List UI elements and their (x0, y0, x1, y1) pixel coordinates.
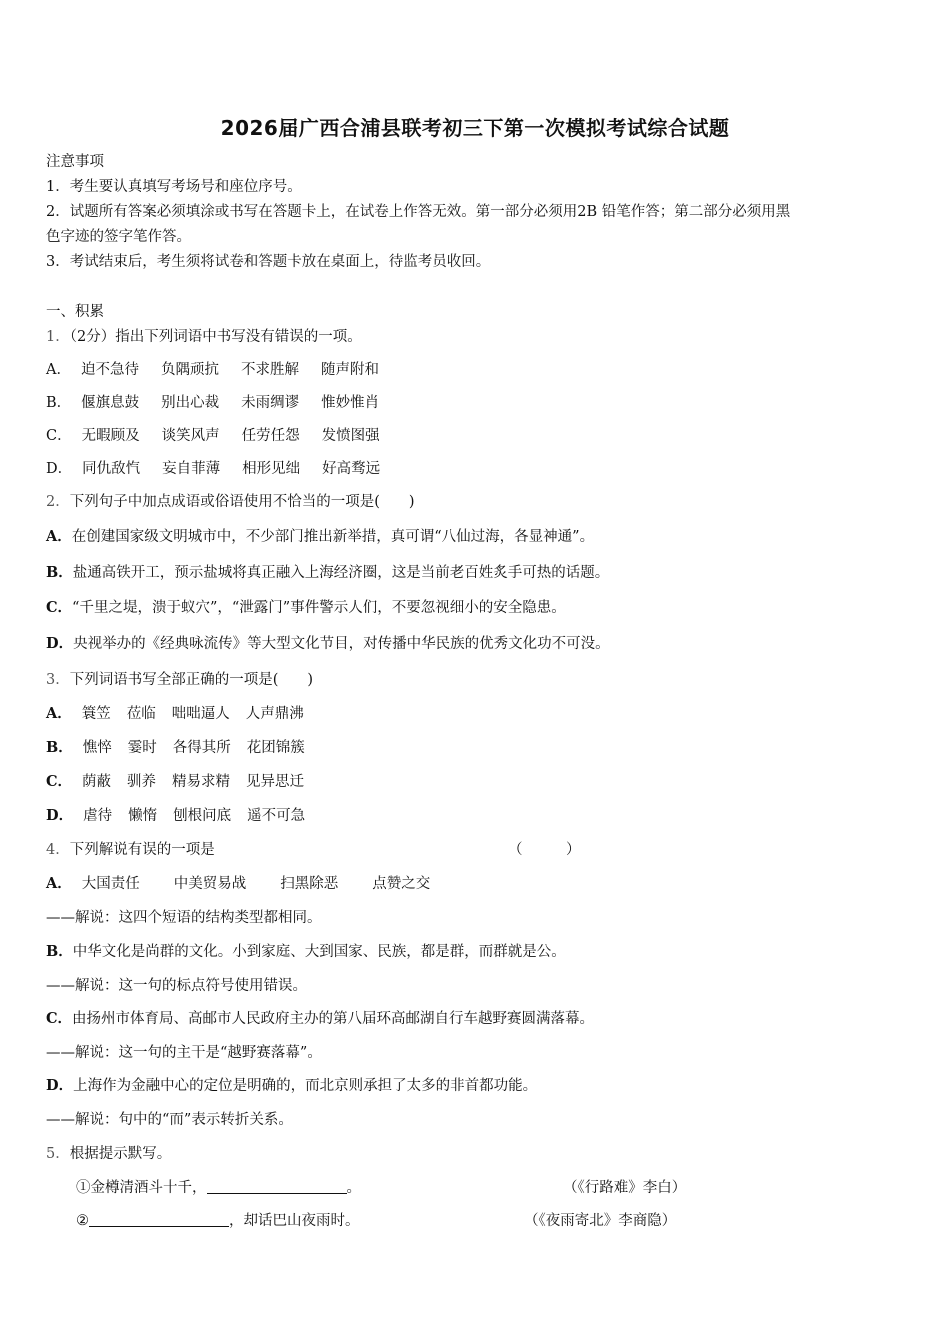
option-word: 人声鼎沸 (245, 706, 304, 722)
option-word: 谈笑风声 (161, 428, 220, 444)
question-1-stem (46, 327, 362, 347)
option-label: A． (46, 528, 72, 545)
option-word: 驯养 (127, 774, 157, 790)
option-word: 发愤图强 (321, 428, 380, 444)
q1-option-c[interactable] (46, 426, 402, 446)
question-text: 下列解说有误的一项是 (69, 842, 215, 858)
option-word: 各得其所 (172, 740, 231, 756)
option-word: 负隅顽抗 (160, 362, 219, 378)
q3-option-a[interactable] (46, 704, 326, 724)
q2-option-a[interactable] (46, 527, 594, 547)
option-label: C． (46, 599, 73, 616)
option-text: 由扬州市体育局、高邮市人民政府主办的第八届环高邮湖自行车越野赛圆满落幕。 (72, 1011, 595, 1027)
option-label: D． (46, 635, 74, 652)
option-word: 不求胜解 (240, 362, 299, 378)
q4-option-c[interactable] (46, 1009, 594, 1029)
notice-item-3: 3．考试结束后，考生须将试卷和答题卡放在桌面上，待监考员收回。 (46, 254, 491, 270)
answer-blank[interactable] (207, 1179, 347, 1194)
option-label: D． (46, 1077, 74, 1094)
notice-item-2: 2．试题所有答案必须填涂或书写在答题卡上，在试卷上作答无效。第一部分必须用2B 铅笔作答；第二部分必须用黑 (46, 204, 791, 220)
question-text: 根据提示默写。 (69, 1146, 172, 1162)
q4-option-d[interactable] (46, 1076, 537, 1096)
option-word: 迫不急待 (80, 362, 139, 378)
question-4-stem (46, 840, 215, 860)
page-title: 2026届广西合浦县联考初三下第一次模拟考试综合试题 (220, 116, 730, 140)
option-label: B． (46, 564, 73, 581)
q2-option-c[interactable] (46, 598, 566, 618)
question-3-stem (46, 670, 313, 690)
option-word: 相形见绌 (242, 461, 301, 477)
option-label: B． (46, 943, 73, 960)
option-word: 好高骛远 (322, 461, 381, 477)
option-label: A． (46, 362, 71, 378)
recite-text: 。 (346, 1180, 361, 1196)
q4-a-note: ——解说：这四个短语的结构类型都相同。 (46, 910, 322, 926)
option-word: 大国责任 (81, 876, 140, 892)
recite-text: ② (76, 1213, 89, 1229)
option-text: 在创建国家级文明城市中，不少部门推出新举措，真可谓“八仙过海，各显神通”。 (71, 529, 595, 545)
q4-d-note: ——解说：句中的“而”表示转折关系。 (46, 1112, 293, 1128)
recite-source-1: （《行路难》李白） (563, 1180, 687, 1196)
option-text: 央视举办的《经典咏流传》等大型文化节目，对传播中华民族的优秀文化功不可没。 (73, 636, 610, 652)
option-word: 无暇顾及 (81, 428, 140, 444)
option-word: 中美贸易战 (173, 876, 247, 892)
option-word: 荫蔽 (82, 774, 112, 790)
q4-option-a[interactable] (46, 874, 452, 894)
question-text: （2分）指出下列词语中书写没有错误的一项。 (69, 329, 362, 345)
option-word: 憔悴 (82, 740, 112, 756)
option-label: B． (46, 739, 73, 756)
question-number: 5． (46, 1146, 70, 1162)
question-text: 下列词语书写全部正确的一项是( ) (69, 672, 314, 688)
option-word: 簑笠 (81, 706, 111, 722)
option-label: A． (46, 875, 72, 892)
question-number: 2． (46, 494, 70, 510)
option-word: 虐待 (83, 808, 113, 824)
recite-text: ，却话巴山夜雨时。 (229, 1213, 360, 1229)
option-word: 霎时 (127, 740, 157, 756)
option-text: 盐通高铁开工，预示盐城将真正融入上海经济圈，这是当前老百姓炙手可热的话题。 (72, 565, 610, 581)
question-2-stem (46, 492, 415, 512)
q1-option-a[interactable] (46, 360, 401, 380)
option-word: 点赞之交 (372, 876, 431, 892)
recite-item-2 (76, 1211, 360, 1231)
option-word: 见异思迁 (246, 774, 305, 790)
question-text: 下列句子中加点成语或俗语使用不恰当的一项是( ) (69, 494, 415, 510)
option-word: 扫黑除恶 (280, 876, 339, 892)
option-word: 懒惰 (128, 808, 158, 824)
option-label: D． (46, 461, 73, 477)
question-5-stem (46, 1144, 171, 1164)
question-number: 1． (46, 329, 70, 345)
option-label: C． (46, 1010, 73, 1027)
q1-option-b[interactable] (46, 393, 401, 413)
option-word: 同仇敌忾 (82, 461, 141, 477)
option-word: 偃旗息鼓 (81, 395, 140, 411)
recite-item-1 (76, 1178, 361, 1198)
option-text: “千里之堤，溃于蚁穴”，“泄露门”事件警示人们，不要忽视细小的安全隐患。 (72, 600, 566, 616)
option-word: 未雨绸谬 (241, 395, 300, 411)
option-word: 精易求精 (172, 774, 231, 790)
option-word: 咄咄逼人 (171, 706, 230, 722)
question-number: 3． (46, 672, 70, 688)
recite-text: ①金樽清酒斗十千， (76, 1180, 207, 1196)
notice-heading: 注意事项 (46, 154, 104, 170)
option-label: C． (46, 428, 72, 444)
notice-item-2-cont: 色字迹的签字笔作答。 (46, 229, 191, 245)
q3-option-d[interactable] (46, 806, 327, 826)
option-word: 妄自菲薄 (162, 461, 221, 477)
q3-option-b[interactable] (46, 738, 327, 758)
q4-option-b[interactable] (46, 942, 566, 962)
q1-option-d[interactable] (46, 459, 402, 479)
question-number: 4． (46, 842, 70, 858)
answer-parentheses: （ ） (508, 842, 581, 858)
answer-blank[interactable] (89, 1212, 229, 1227)
option-label: B． (46, 395, 72, 411)
option-word: 任劳任怨 (241, 428, 300, 444)
q3-option-c[interactable] (46, 772, 326, 792)
option-label: D． (46, 807, 74, 824)
option-word: 花团锦簇 (246, 740, 305, 756)
option-word: 刨根问底 (173, 808, 232, 824)
option-word: 莅临 (126, 706, 156, 722)
q2-option-b[interactable] (46, 563, 609, 583)
q4-c-note: ——解说：这一句的主干是“越野赛落幕”。 (46, 1045, 322, 1061)
option-word: 随声附和 (320, 362, 379, 378)
q4-b-note: ——解说：这一句的标点符号使用错误。 (46, 978, 307, 994)
option-word: 惟妙惟肖 (321, 395, 380, 411)
option-label: A． (46, 705, 72, 722)
section-heading: 一、积累 (46, 304, 104, 320)
option-label: C． (46, 773, 73, 790)
recite-source-2: （《夜雨寄北》李商隐） (524, 1213, 677, 1229)
option-word: 别出心裁 (161, 395, 220, 411)
notice-item-1: 1．考生要认真填写考场号和座位序号。 (46, 179, 302, 195)
option-text: 上海作为金融中心的定位是明确的，而北京则承担了太多的非首都功能。 (73, 1078, 538, 1094)
option-word: 遥不可急 (247, 808, 306, 824)
option-text: 中华文化是尚群的文化。小到家庭、大到国家、民族，都是群，而群就是公。 (72, 944, 566, 960)
q2-option-d[interactable] (46, 634, 610, 654)
